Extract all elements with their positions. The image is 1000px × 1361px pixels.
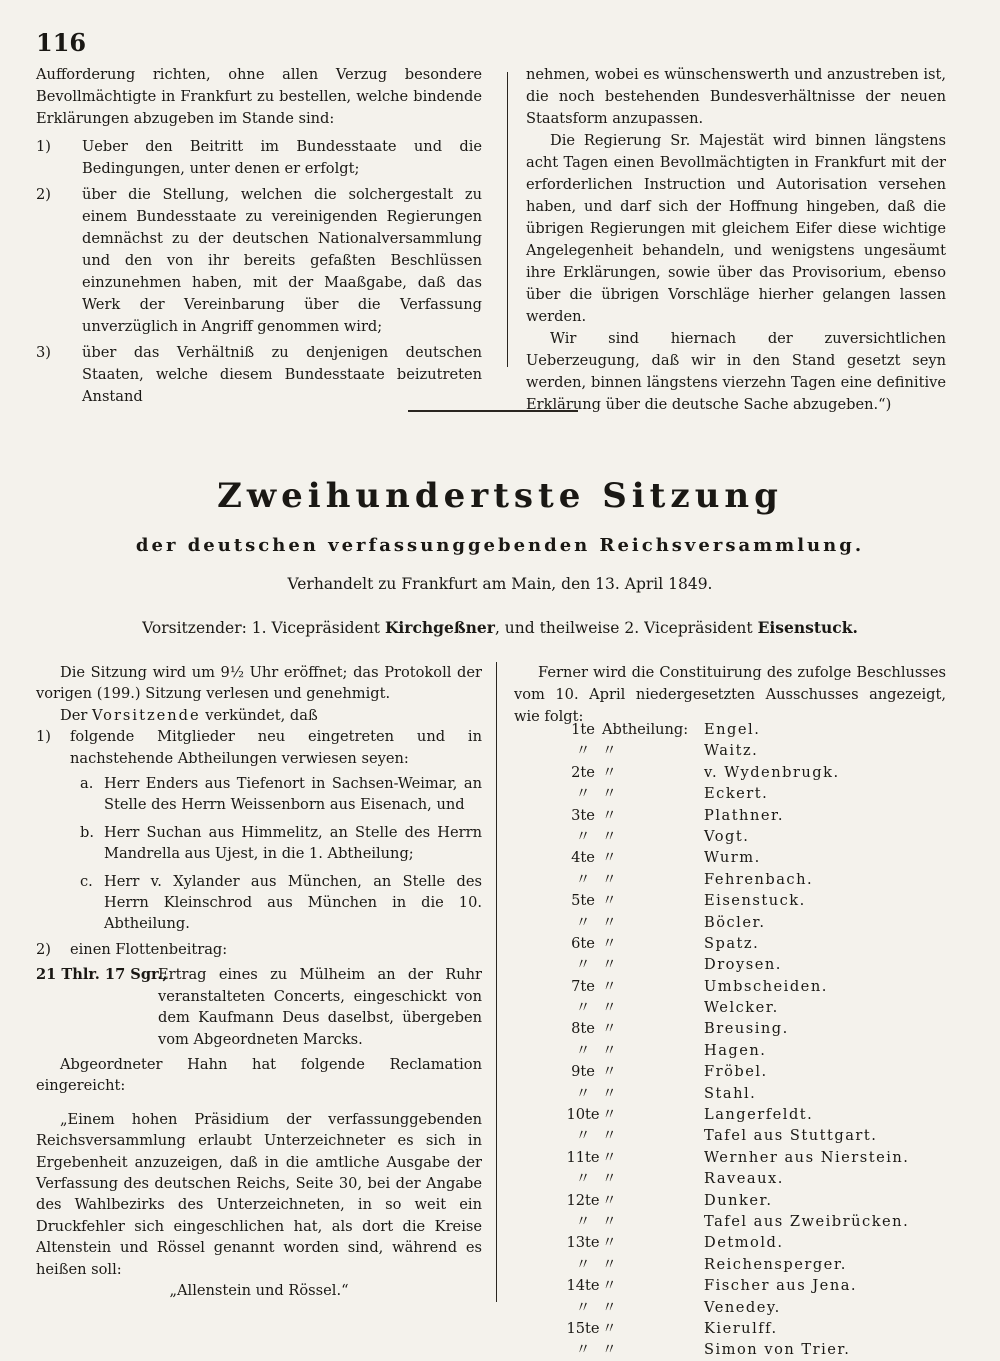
list-item-2: 2) über die Stellung, welchen die solchergestalt zu einem Bundesstaate zu vereinigenden Regierungen demnächst zu der deutschen Nationalversammlung und den von ihr bereits gefaßten Beschlüssen einzunehmen haben, mit der Maaßgabe, daß das Werk der Vereinbarung über die Verfassung unverzüglich in Angriff genommen wird;	[36, 186, 482, 335]
committee-division: 〃	[575, 1170, 591, 1188]
fleet-contribution: 21 Thlr. 17 Sgr., Ertrag eines zu Mülheim an der Ruhr veranstalteten Concerts, eingeschickt von dem Kaufmann Deus daselbst, übergeben vom Abgeordneten Marcks.	[36, 966, 482, 1048]
paragraph-continued: nehmen, wobei es wünschenswerth und anzustreben ist, die noch bestehenden Bundesverhältnisse der neuen Staatsform anzupassen.	[526, 66, 946, 127]
committee-member-name: Tafel aus Stuttgart.	[704, 1127, 878, 1145]
committee-member-name: Engel.	[704, 721, 761, 738]
session-title: Zweihundertste Sitzung	[217, 476, 783, 516]
committee-label: 〃	[602, 1319, 617, 1337]
committee-label: 〃	[602, 1106, 617, 1124]
announcement-item-1: 1) folgende Mitglieder neu eingetreten und in nachstehende Abtheilungen verwiesen seyen:	[36, 728, 482, 767]
committee-list	[560, 719, 960, 1361]
reclamation-paragraph: Abgeordneter Hahn hat folgende Reclamation eingereicht:	[36, 1055, 482, 1095]
committee-label: 〃	[602, 1020, 617, 1038]
committee-row	[560, 719, 960, 740]
committee-division: 8te	[571, 1020, 595, 1038]
committee-label: 〃	[602, 1298, 617, 1316]
committee-member-name: Stahl.	[704, 1084, 757, 1102]
committee-row	[560, 1018, 960, 1039]
committee-label: 〃	[602, 934, 617, 952]
committee-row	[560, 826, 960, 847]
committee-row	[560, 890, 960, 911]
committee-label: 〃	[602, 742, 617, 760]
member-item-b: b. Herr Suchan aus Himmelitz, an Stelle des Herrn Mandrella aus Ujest, in die 1. Abtheilung;	[80, 823, 482, 863]
committee-division: 〃	[575, 827, 591, 845]
committee-division: 〃	[575, 1041, 591, 1059]
opening-paragraph: Die Sitzung wird um 9½ Uhr eröffnet; das Protokoll der vorigen (199.) Sitzung verlesen und genehmigt.	[36, 664, 482, 703]
committee-member-name: v. Wydenbrugk.	[704, 763, 840, 781]
committee-row	[560, 954, 960, 975]
committee-division: 2te	[571, 763, 595, 781]
committee-member-name: Raveaux.	[704, 1170, 784, 1188]
committee-member-name: Langerfeldt.	[704, 1106, 814, 1124]
committee-row	[560, 997, 960, 1018]
intro-paragraph: Aufforderung richten, ohne allen Verzug besondere Bevollmächtigte in Frankfurt zu bestellen, welche bindende Erklärungen abzugeben im Stande sind:	[36, 66, 482, 127]
committee-row	[560, 1211, 960, 1232]
committee-label: 〃	[602, 999, 617, 1017]
committee-member-name: Vogt.	[704, 827, 750, 845]
committee-row	[560, 1318, 960, 1339]
committee-member-name: Detmold.	[704, 1234, 784, 1252]
committee-label: 〃	[602, 763, 617, 781]
member-item-a: a. Herr Enders aus Tiefenort in Sachsen-Weimar, an Stelle des Herrn Weissenborn aus Eisenach, und	[80, 775, 482, 814]
committee-row	[560, 805, 960, 826]
list-item-1: 1) Ueber den Beitritt im Bundesstaate und die Bedingungen, unter denen er erfolgt;	[36, 138, 482, 177]
top-left-column	[36, 64, 482, 408]
committee-division: 〃	[575, 1212, 591, 1230]
committee-row	[560, 783, 960, 804]
paragraph-government: Die Regierung Sr. Majestät wird binnen längstens acht Tagen einen Bevollmächtigten in Frankfurt mit der erforderlichen Instruction und Autorisation versehen haben, und darf sich der Hoffnung hingeben, daß die übrigen Regierungen mit gleichem Eifer diese wichtige Angelegenheit behandeln, und wenigstens ungesäumt ihre Erklärungen, sowie über das Provisorium, ebenso über die übrigen Vorschläge hierher gelangen lassen werden.	[526, 132, 946, 325]
paragraph-conviction: Wir sind hiernach der zuversichtlichen Ueberzeugung, daß wir in den Stand gesetzt seyn werden, binnen längstens vierzehn Tagen eine definitive Erklärung über die deutsche Sache abzugeben.“)	[526, 330, 946, 413]
committee-member-name: Breusing.	[704, 1020, 789, 1038]
chair-2-name: Eisenstuck.	[757, 618, 858, 637]
committee-label: 〃	[602, 827, 617, 845]
committee-row	[560, 1232, 960, 1253]
committee-label: Abtheilung:	[602, 721, 689, 738]
committee-label: 〃	[602, 977, 617, 995]
committee-division: 〃	[575, 742, 591, 760]
committee-member-name: Hagen.	[704, 1041, 767, 1059]
committee-row	[560, 869, 960, 890]
committee-member-name: Eckert.	[704, 785, 769, 803]
column-divider-bottom	[496, 662, 497, 1302]
announcement: Der Vorsitzende verkündet, daß	[60, 706, 318, 724]
committee-member-name: Umbscheiden.	[704, 977, 828, 995]
committee-label: 〃	[602, 1170, 617, 1188]
committee-row	[560, 740, 960, 761]
chairs-line: Vorsitzender: 1. Vicepräsident Kirchgeßner, und theilweise 2. Vicepräsident Eisenstuck.	[142, 618, 858, 637]
committee-division: 〃	[575, 956, 591, 974]
committee-member-name: Welcker.	[704, 999, 779, 1017]
committee-label: 〃	[602, 785, 617, 803]
committee-label: 〃	[602, 1277, 617, 1295]
committee-row	[560, 1275, 960, 1296]
committee-member-name: Fehrenbach.	[704, 870, 814, 888]
committee-label: 〃	[602, 1063, 617, 1081]
committee-label: 〃	[602, 1084, 617, 1102]
chair-1-name: Kirchgeßner	[384, 618, 495, 637]
committee-member-name: Tafel aus Zweibrücken.	[704, 1212, 910, 1230]
committee-division: 〃	[575, 1341, 591, 1359]
committee-division: 7te	[571, 977, 595, 995]
committee-division: 10te	[566, 1106, 600, 1124]
committee-member-name: Kierulff.	[704, 1319, 778, 1337]
committee-division: 13te	[566, 1234, 600, 1252]
committee-label: 〃	[602, 1041, 617, 1059]
announcement-item-2: 2) einen Flottenbeitrag:	[36, 940, 228, 958]
committee-division: 12te	[566, 1191, 600, 1209]
committee-row	[560, 762, 960, 783]
committee-member-name: Fischer aus Jena.	[704, 1277, 858, 1295]
committee-division: 6te	[571, 934, 595, 952]
committee-division: 14te	[566, 1277, 600, 1295]
bottom-left-column	[36, 662, 482, 1301]
committee-division: 〃	[575, 913, 591, 931]
committee-row	[560, 1168, 960, 1189]
committee-division: 1te	[571, 721, 595, 738]
page-number: 116	[36, 28, 87, 57]
committee-label: 〃	[602, 1127, 617, 1145]
committee-member-name: Fröbel.	[704, 1063, 768, 1081]
committee-label: 〃	[602, 913, 617, 931]
section-divider	[408, 410, 578, 412]
committee-row	[560, 1339, 960, 1360]
committee-row	[560, 1190, 960, 1211]
committee-division: 〃	[575, 785, 591, 803]
committee-label: 〃	[602, 1255, 617, 1273]
committee-division: 〃	[575, 999, 591, 1017]
committee-division: 〃	[575, 1084, 591, 1102]
reclamation-quote: „Einem hohen Präsidium der verfassunggebenden Reichsversammlung erlaubt Unterzeichneter es sich in Ergebenheit anzuzeigen, daß in die amtliche Ausgabe der Verfassung des deutschen Reichs, Seite 30, bei der Angabe des Wahlbezirks des Unterzeichneten, in so weit ein Druckfehler sich eingeschlichen hat, als dort die Kreise Altenstein und Rössel genannt worden sind, während es heißen soll:	[36, 1110, 482, 1278]
committee-division: 9te	[571, 1063, 595, 1081]
fleet-amount: 21 Thlr. 17 Sgr.,	[36, 966, 168, 984]
committee-member-name: Waitz.	[704, 742, 759, 760]
column-divider-top	[507, 72, 508, 367]
committee-intro: Ferner wird die Constituirung des zufolge Beschlusses vom 10. April niedergesetzten Ausschusses angezeigt, wie folgt:	[514, 664, 946, 725]
committee-row	[560, 1061, 960, 1082]
committee-member-name: Venedey.	[704, 1298, 781, 1316]
member-item-c: c. Herr v. Xylander aus München, an Stelle des Herrn Kleinschrod aus München in die 10. Abtheilung.	[80, 872, 482, 933]
committee-member-name: Dunker.	[704, 1191, 773, 1209]
committee-row	[560, 1297, 960, 1318]
committee-row	[560, 1125, 960, 1146]
committee-label: 〃	[602, 956, 617, 974]
committee-row	[560, 1040, 960, 1061]
committee-division: 〃	[575, 1127, 591, 1145]
committee-division: 3te	[571, 806, 595, 824]
committee-row	[560, 1147, 960, 1168]
committee-member-name: Simon von Trier.	[704, 1341, 851, 1359]
committee-row	[560, 933, 960, 954]
committee-row	[560, 847, 960, 868]
committee-row	[560, 912, 960, 933]
session-subtitle: der deutschen verfassunggebenden Reichsversammlung.	[135, 535, 865, 556]
committee-label: 〃	[602, 849, 617, 867]
committee-division: 4te	[571, 849, 595, 867]
committee-division: 15te	[566, 1319, 600, 1337]
committee-label: 〃	[602, 892, 617, 910]
committee-label: 〃	[602, 1234, 617, 1252]
committee-division: 〃	[575, 870, 591, 888]
committee-division: 5te	[571, 892, 595, 910]
committee-row	[560, 1083, 960, 1104]
date-line: Verhandelt zu Frankfurt am Main, den 13. April 1849.	[287, 575, 713, 593]
committee-member-name: Eisenstuck.	[704, 892, 806, 910]
reclamation-quote-end: „Allenstein und Rössel.“	[169, 1281, 349, 1299]
committee-member-name: Plathner.	[704, 806, 784, 824]
list-item-3: 3) über das Verhältniß zu denjenigen deutschen Staaten, welche diesem Bundesstaate beizutreten Anstand	[36, 344, 482, 405]
committee-member-name: Reichensperger.	[704, 1255, 847, 1273]
committee-label: 〃	[602, 1148, 617, 1166]
committee-member-name: Wernher aus Nierstein.	[704, 1148, 910, 1166]
committee-label: 〃	[602, 1191, 617, 1209]
committee-division: 11te	[566, 1148, 600, 1166]
top-right-column	[526, 64, 946, 416]
committee-label: 〃	[602, 1341, 617, 1359]
committee-member-name: Böcler.	[704, 913, 766, 931]
committee-label: 〃	[602, 1212, 617, 1230]
committee-row	[560, 1104, 960, 1125]
committee-division: 〃	[575, 1255, 591, 1273]
committee-row	[560, 1254, 960, 1275]
committee-division: 〃	[575, 1298, 591, 1316]
committee-label: 〃	[602, 870, 617, 888]
committee-member-name: Wurm.	[704, 849, 761, 867]
committee-member-name: Spatz.	[704, 934, 760, 952]
committee-member-name: Droysen.	[704, 956, 782, 974]
committee-row	[560, 976, 960, 997]
committee-label: 〃	[602, 806, 617, 824]
